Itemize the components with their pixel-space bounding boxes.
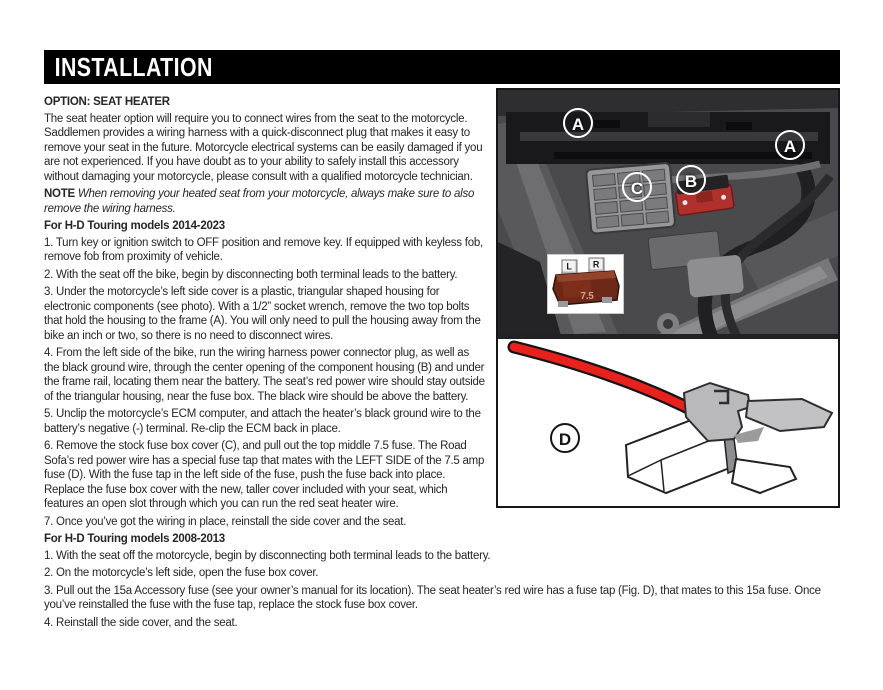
- note-text: When removing your heated seat from your motorcycle, always make sure to also remove the wiring harness.: [44, 188, 475, 215]
- section2-heading: For H-D Touring models 2008-2013: [44, 533, 225, 545]
- section2-step-4: 4. Reinstall the side cover, and the seat.: [44, 616, 238, 629]
- intro-paragraph: The seat heater option will require you to connect wires from the seat to the motorcycle. Saddlemen provides a wiring harness with a quick-disconnect plug that makes it easy to remove your seat in the future. Motorcycle electrical systems can be easily damaged if you are not experienced. If you have doubt as to your ability to safely install this accessory without damaging your motorcycle, please consult with a qualified motorcycle technician.: [44, 112, 483, 183]
- section1-step-7: 7. Once you’ve got the wiring in place, reinstall the side cover and the seat.: [44, 515, 407, 528]
- fuse-right-blade-label: R: [592, 259, 600, 270]
- section1-step-5: 5. Unclip the motorcycle’s ECM computer, and attach the heater’s black ground wire to the battery’s negative (-) terminal. Re-clip the ECM back in place.: [44, 408, 481, 435]
- installation-header-bar: [44, 50, 840, 84]
- callout-c: C: [622, 172, 652, 202]
- blade-fuse-illustration: [548, 255, 623, 313]
- fuse-tap-drawing: [498, 339, 838, 506]
- component-housing-photo: [498, 90, 838, 339]
- section1-heading: For H-D Touring models 2014-2023: [44, 220, 225, 232]
- figure-block: [496, 88, 840, 508]
- fuse-tap-line-art: [498, 339, 838, 506]
- note-label: NOTE: [44, 188, 75, 200]
- fuse-inset-photo: [548, 255, 623, 313]
- callout-a-left: A: [563, 108, 593, 138]
- fuse-left-blade-label: L: [566, 261, 572, 272]
- callout-b: B: [676, 165, 706, 195]
- section1-step-2: 2. With the seat off the bike, begin by disconnecting both terminal leads to the battery.: [44, 268, 458, 281]
- section2-step-2: 2. On the motorcycle’s left side, open the fuse box cover.: [44, 567, 319, 579]
- section1-step-6: 6. Remove the stock fuse box cover (C), and pull out the top middle 7.5 fuse. The Road Sofa’s red power wire has a special fuse tap that mates with the LEFT SIDE of the 7.5 amp fuse (D). With the fuse tap in the left side of the fuse, push the fuse back into place. Replace the fuse box cover with the new, taller cover included with your seat, which features an open slot through which you can run the red seat heater wire.: [44, 440, 485, 510]
- section1-step-1: 1. Turn key or ignition switch to OFF position and remove key. If equipped with keyless fob, remove fob from proximity of vehicle.: [44, 236, 483, 263]
- section1-step-4: 4. From the left side of the bike, run the wiring harness power connector plug, as well as the black ground wire, through the center opening of the component housing (B) and under the frame rail, locating them near the battery. The seat’s red power wire should stay outside of the triangular housing, near the fuse box. The black wire should be above the battery.: [44, 347, 485, 403]
- content-area: [44, 92, 840, 633]
- page-title: INSTALLATION: [54, 52, 213, 82]
- section1-step-3: 3. Under the motorcycle’s left side cover is a plastic, triangular shaped housing for electronic components (see photo). With a 1/2” socket wrench, remove the two top bolts that hold the housing to the frame (A). You will only need to pull the housing away from the bike an inch or two, so there is no need to disconnect wires.: [44, 286, 481, 342]
- section2-step-1: 1. With the seat off the motorcycle, begin by disconnecting both terminal leads to the battery.: [44, 549, 491, 562]
- callout-a-right: A: [775, 130, 805, 160]
- option-heading: OPTION: SEAT HEATER: [44, 96, 170, 108]
- callout-d: D: [550, 423, 580, 453]
- section2-step-3: 3. Pull out the 15a Accessory fuse (see your owner’s manual for its location). The seat heater’s red wire has a fuse tap (Fig. D), that mates to this 15a fuse. Once you’ve reinstalled the fuse with the fuse tap, replace the stock fuse box cover.: [44, 584, 821, 611]
- fuse-amp-rating: 7.5: [580, 291, 594, 302]
